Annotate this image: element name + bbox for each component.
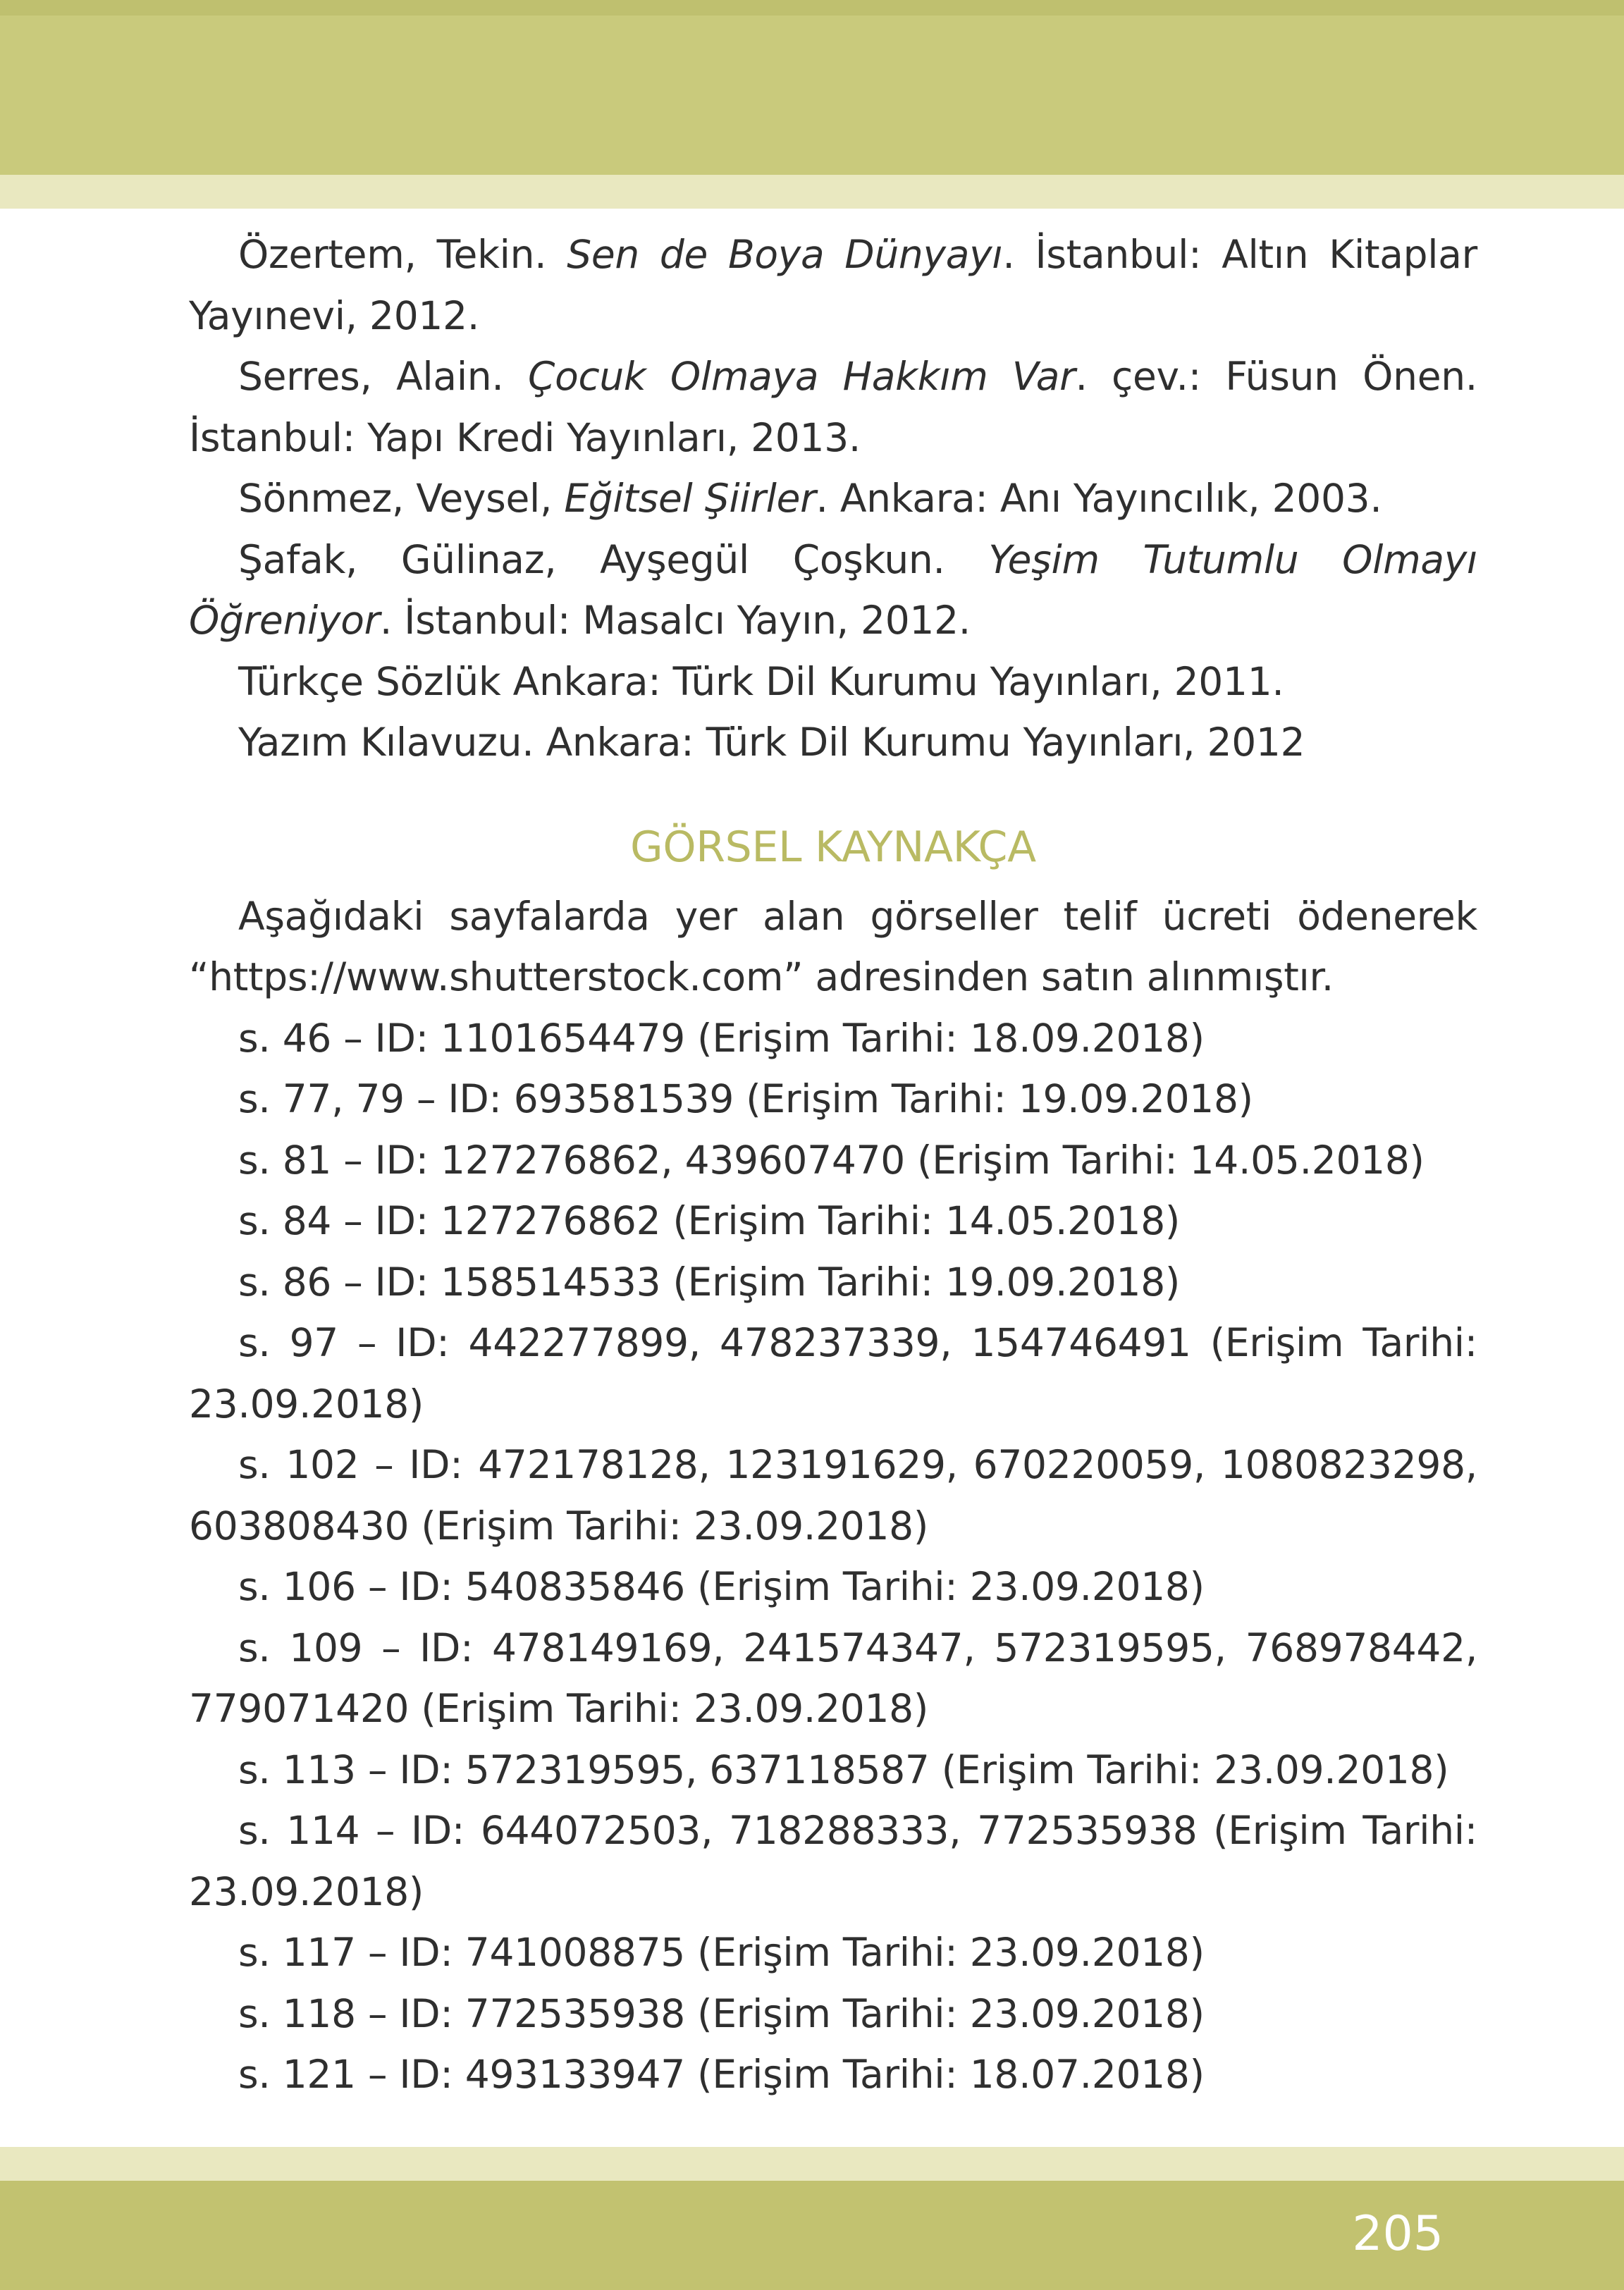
bib-text: Yazım Kılavuzu. Ankara: Türk Dil Kurumu Yayınları, 2012	[238, 720, 1305, 765]
image-source-entry: s. 118 – ID: 772535938 (Erişim Tarihi: 23.09.2018)	[238, 1990, 1205, 2036]
bib-entry	[189, 712, 1477, 773]
image-source-entry: s. 84 – ID: 127276862 (Erişim Tarihi: 14.05.2018)	[238, 1198, 1181, 1243]
bib-entry	[189, 468, 1477, 529]
bib-text: . çev.: Füsun Önen. İstanbul: Yapı Kredi Yayınları, 2013.	[189, 354, 1477, 460]
bib-title: Yeşim Tutumlu Olmayı Öğreniyor	[189, 536, 1477, 643]
image-source-entry: s. 102 – ID: 472178128, 123191629, 670220059, 1080823298, 603808430 (Erişim Tarihi: 23.09.2018)	[189, 1442, 1477, 1549]
bib-text: Özertem, Tekin.	[238, 232, 567, 277]
bib-entry	[189, 651, 1477, 713]
image-source-entry: s. 106 – ID: 540835846 (Erişim Tarihi: 23.09.2018)	[238, 1564, 1205, 1609]
bib-text: Serres, Alain.	[238, 354, 528, 399]
image-source-entry: s. 109 – ID: 478149169, 241574347, 572319595, 768978442, 779071420 (Erişim Tarihi: 23.09.2018)	[189, 1625, 1477, 1731]
bib-title: Çocuk Olmaya Hakkım Var	[527, 354, 1076, 399]
bib-title: Sen de Boya Dünyayı	[567, 232, 1003, 277]
image-source-entry: s. 121 – ID: 493133947 (Erişim Tarihi: 18.07.2018)	[238, 2052, 1205, 2097]
image-source-entry: s. 81 – ID: 127276862, 439607470 (Erişim Tarihi: 14.05.2018)	[238, 1137, 1425, 1183]
image-source-entry: s. 97 – ID: 442277899, 478237339, 154746491 (Erişim Tarihi: 23.09.2018)	[189, 1320, 1477, 1427]
bib-title: Eğitsel Şiirler	[564, 476, 816, 521]
image-source-entry: s. 46 – ID: 1101654479 (Erişim Tarihi: 18.09.2018)	[238, 1015, 1205, 1061]
section-title: GÖRSEL KAYNAKÇA	[630, 822, 1036, 872]
bottom-band-light	[0, 2147, 1624, 2181]
intro-paragraph: Aşağıdaki sayfalarda yer alan görseller telif ücreti ödenerek “https://www.shutterstock.com” adresinden satın alınmıştır.	[189, 893, 1477, 999]
top-band-light	[0, 175, 1624, 209]
image-source-entry: s. 113 – ID: 572319595, 637118587 (Erişim Tarihi: 23.09.2018)	[238, 1747, 1449, 1792]
page-number: 205	[1352, 2206, 1444, 2262]
bib-text: Şafak, Gülinaz, Ayşegül Çoşkun.	[238, 536, 989, 582]
bib-text: . Ankara: Anı Yayıncılık, 2003.	[816, 476, 1382, 521]
top-band	[0, 16, 1624, 175]
bib-text: Sönmez, Veysel,	[238, 476, 565, 521]
bib-text: Türkçe Sözlük Ankara: Türk Dil Kurumu Yayınları, 2011.	[238, 658, 1284, 704]
bibliography-list	[189, 224, 1477, 773]
bib-entry	[189, 529, 1477, 651]
page-content	[189, 224, 1477, 2105]
image-source-entry: s. 77, 79 – ID: 693581539 (Erişim Tarihi: 19.09.2018)	[238, 1076, 1253, 1121]
image-source-entry: s. 86 – ID: 158514533 (Erişim Tarihi: 19.09.2018)	[238, 1259, 1181, 1305]
image-source-list	[189, 1008, 1477, 2105]
image-source-entry: s. 117 – ID: 741008875 (Erişim Tarihi: 23.09.2018)	[238, 1930, 1205, 1975]
bib-text: . İstanbul: Altın Kitaplar Yayınevi, 2012.	[189, 232, 1477, 338]
image-source-entry: s. 114 – ID: 644072503, 718288333, 772535938 (Erişim Tarihi: 23.09.2018)	[189, 1808, 1477, 1914]
bib-entry	[189, 224, 1477, 346]
bib-entry	[189, 346, 1477, 468]
top-band-dark	[0, 0, 1624, 16]
bib-text: . İstanbul: Masalcı Yayın, 2012.	[379, 598, 971, 643]
